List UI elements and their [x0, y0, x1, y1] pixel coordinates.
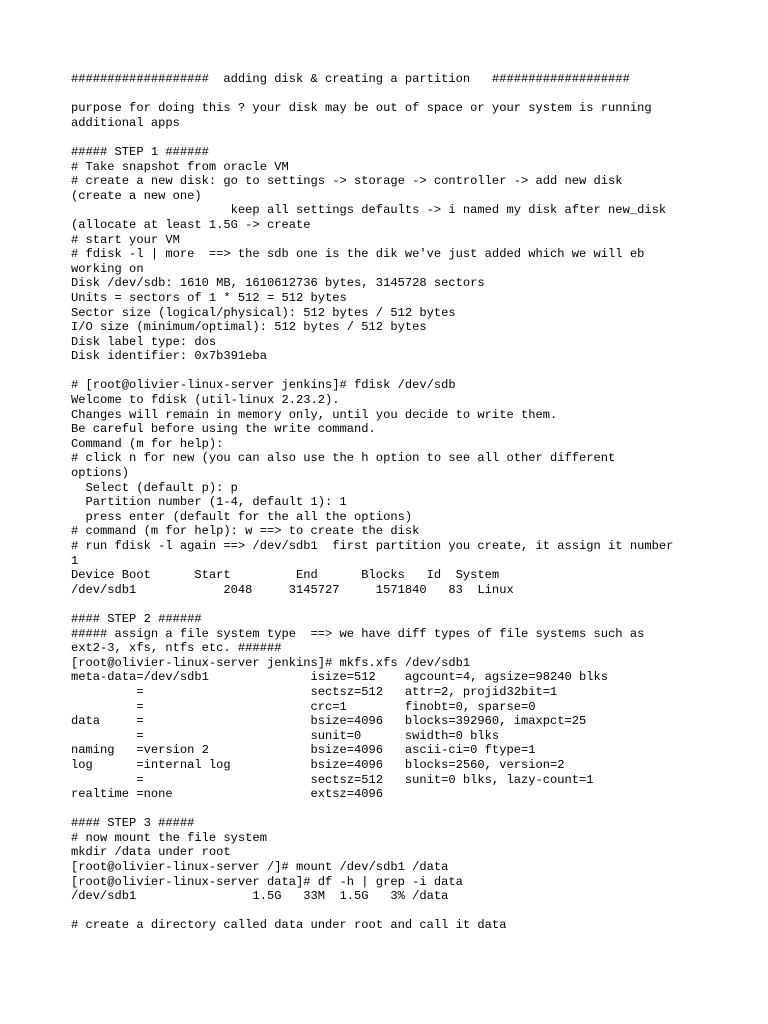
- text-line: # start your VM: [71, 232, 180, 247]
- text-line: [root@olivier-linux-server data]# df -h | grep -i data: [71, 874, 463, 889]
- text-line: # fdisk -l | more ==> the sdb one is the dik we've just added which we will eb: [71, 247, 645, 262]
- text-line: additional apps: [71, 115, 180, 130]
- text-line: Device Boot Start End Blocks Id System: [71, 568, 500, 583]
- text-line: I/O size (minimum/optimal): 512 bytes / 512 bytes: [71, 320, 427, 335]
- text-line: 1: [71, 553, 79, 568]
- text-line: options): [71, 466, 130, 481]
- text-line: ################### adding disk & creating a partition ###################: [71, 72, 630, 86]
- text-line: # [root@olivier-linux-server jenkins]# fdisk /dev/sdb: [71, 378, 456, 393]
- text-line: mkdir /data under root: [71, 845, 231, 860]
- text-line: /dev/sdb1 2048 3145727 1571840 83 Linux: [71, 582, 514, 597]
- blank-line: [71, 802, 711, 817]
- text-line: log =internal log bsize=4096 blocks=2560, version=2: [71, 757, 565, 772]
- text-line: ##### assign a file system type ==> we have diff types of file systems such as: [71, 626, 645, 641]
- text-line: meta-data=/dev/sdb1 isize=512 agcount=4, agsize=98240 blks: [71, 670, 609, 685]
- text-line: # click n for new (you can also use the h option to see all other different: [71, 451, 616, 466]
- text-line: (create a new one): [71, 188, 202, 203]
- text-line: realtime =none extsz=4096: [71, 787, 384, 802]
- text-line: working on: [71, 261, 144, 276]
- blank-line: [71, 130, 711, 145]
- text-line: Units = sectors of 1 * 512 = 512 bytes: [71, 290, 347, 305]
- blank-line: [71, 87, 711, 102]
- text-line: = sunit=0 swidth=0 blks: [71, 728, 500, 743]
- text-line: # now mount the file system: [71, 830, 267, 845]
- text-line: Command (m for help):: [71, 436, 224, 451]
- text-line: [root@olivier-linux-server jenkins]# mkfs.xfs /dev/sdb1: [71, 655, 471, 670]
- text-line: keep all settings defaults -> i named my disk after new_disk: [71, 203, 667, 218]
- document-body: [71, 72, 711, 933]
- text-line: # Take snapshot from oracle VM: [71, 159, 289, 174]
- text-line: purpose for doing this ? your disk may be out of space or your system is running: [71, 101, 652, 116]
- text-line: Welcome to fdisk (util-linux 2.23.2).: [71, 393, 340, 408]
- text-line: = crc=1 finobt=0, sparse=0: [71, 699, 536, 714]
- text-line: naming =version 2 bsize=4096 ascii-ci=0 ftype=1: [71, 743, 536, 758]
- text-line: #### STEP 3 #####: [71, 816, 195, 831]
- text-line: /dev/sdb1 1.5G 33M 1.5G 3% /data: [71, 889, 449, 904]
- text-line: # run fdisk -l again ==> /dev/sdb1 first partition you create, it assign it number: [71, 539, 674, 553]
- text-line: [root@olivier-linux-server /]# mount /dev/sdb1 /data: [71, 860, 449, 875]
- text-line: press enter (default for the all the options): [71, 509, 413, 524]
- text-line: ext2-3, xfs, ntfs etc. ######: [71, 641, 282, 656]
- text-line: = sectsz=512 sunit=0 blks, lazy-count=1: [71, 772, 594, 787]
- text-line: # create a directory called data under root and call it data: [71, 918, 507, 933]
- text-line: Select (default p): p: [71, 480, 238, 495]
- text-line: # command (m for help): w ==> to create the disk: [71, 524, 420, 539]
- blank-line: [71, 597, 711, 612]
- text-line: ##### STEP 1 ######: [71, 144, 209, 159]
- text-line: Changes will remain in memory only, until you decide to write them.: [71, 407, 558, 422]
- text-line: # create a new disk: go to settings -> storage -> controller -> add new disk: [71, 174, 623, 189]
- text-line: data = bsize=4096 blocks=392960, imaxpct=25: [71, 714, 587, 729]
- text-line: #### STEP 2 ######: [71, 611, 202, 626]
- text-line: Partition number (1-4, default 1): 1: [71, 495, 347, 510]
- blank-line: [71, 904, 711, 919]
- text-line: (allocate at least 1.5G -> create: [71, 217, 311, 232]
- blank-line: [71, 364, 711, 379]
- text-line: = sectsz=512 attr=2, projid32bit=1: [71, 684, 558, 699]
- text-line: Be careful before using the write command.: [71, 422, 376, 437]
- text-line: Disk /dev/sdb: 1610 MB, 1610612736 bytes, 3145728 sectors: [71, 276, 485, 291]
- text-line: Sector size (logical/physical): 512 bytes / 512 bytes: [71, 305, 456, 320]
- text-line: Disk label type: dos: [71, 334, 217, 349]
- text-line: Disk identifier: 0x7b391eba: [71, 349, 267, 364]
